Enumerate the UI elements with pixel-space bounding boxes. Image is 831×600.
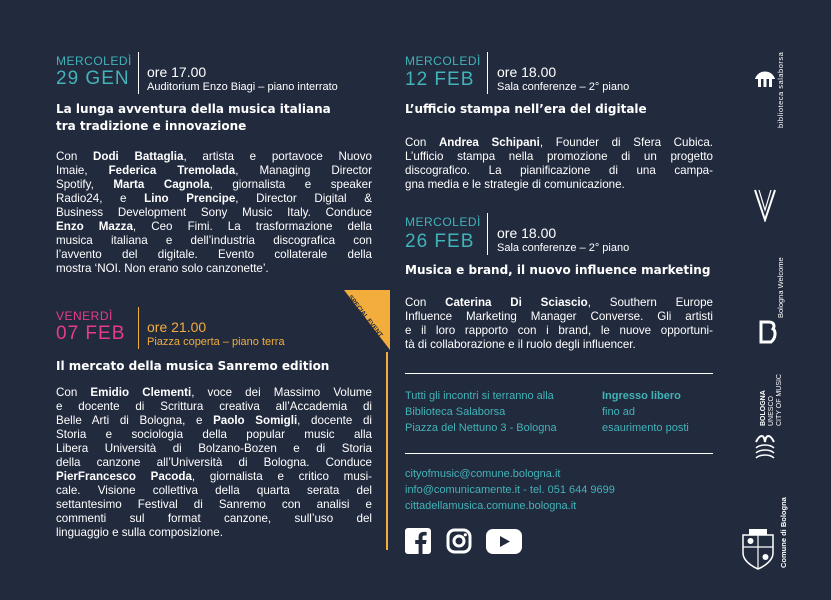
salaborsa-logo-icon <box>754 67 776 89</box>
website-link[interactable]: cittadellamusica.comune.bologna.it <box>405 500 577 512</box>
event-venue: Piazza coperta – piano terra <box>147 336 285 348</box>
event-title: Il mercato della musica Sanremo edition <box>56 359 330 373</box>
special-event-label: SPECIAL EVENT <box>346 294 384 339</box>
event-date: 12 FEB <box>405 69 475 90</box>
event-date: 07 FEB <box>56 323 126 344</box>
bologna-welcome-logo-text: Bologna Welcome <box>776 257 785 318</box>
special-event-bar <box>386 352 388 550</box>
unesco-logo-text: BOLOGNA UNESCO CITY OF MUSIC <box>760 374 783 426</box>
event-description: Con Andrea Schipani, Founder di Sfera Cubica. L’ufficio stampa nella promozione di un progetto discografico. La pianificazione di una campa- gna media e le strategie di comunicazione. <box>405 136 713 191</box>
location-info: Tutti gli incontri si terranno alla Biblioteca Salaborsa Piazza del Nettuno 3 - Bologna <box>405 390 557 434</box>
event-time: ore 18.00 <box>497 64 557 80</box>
event-time: ore 18.00 <box>497 225 557 241</box>
salaborsa-logo-text: biblioteca salaborsa <box>776 51 785 128</box>
event-description: Con Emidio Clementi, voce dei Massimo Volume e docente di Scrittura creativa all’Accademia di Belle Arti di Bologna, e Paolo Somigli, docente di Storia e sociologia della popular music alla Libera Università di Bolzano-Bozen e di Storia della canzone all’Università di Bologna. Conduce PierFrancesco Pacoda, giornalista e critico musi- cale. Visione collettiva della quarta serata del settantesimo Festival di Sanremo con analisi e commenti sul format canzone, sull’uso del linguaggio e sulla composizione. <box>56 386 373 539</box>
email-link[interactable]: cityofmusic@comune.bologna.it <box>405 468 561 480</box>
event-day: MERCOLEDÌ <box>405 215 481 229</box>
event-day: VENERDÌ <box>56 309 113 323</box>
contacts <box>405 466 615 514</box>
event-venue: Sala conferenze – 2° piano <box>497 242 630 254</box>
comune-di-bologna-text: Comune di Bologna <box>779 497 788 568</box>
event-date: 26 FEB <box>405 231 475 252</box>
event-day: MERCOLEDÌ <box>405 54 481 68</box>
instagram-icon[interactable] <box>446 528 472 554</box>
event-title: Musica e brand, il nuovo influence marketing <box>405 263 711 277</box>
divider <box>405 453 713 454</box>
event-description: Con Dodi Battaglia, artista e portavoce Nuovo Imaie, Federica Tremolada, Managing Director Spotify, Marta Cagnola, giornalista e speaker Radio24, e Lino Prencipe, Director Digital & Business Development Sony Music Italy. Conduce Enzo Mazza, Ceo Fimi. La trasformazione della musica italiana e dell’industria discografica con l’avvento del digitale. Evento collaterale della mostra ‘NOI. Non erano solo canzonette’. <box>56 150 372 275</box>
comune-di-bologna-crest-icon <box>739 527 777 571</box>
event-time: ore 21.00 <box>147 319 207 335</box>
event-time: ore 17.00 <box>147 64 207 80</box>
youtube-icon[interactable] <box>486 529 522 554</box>
event-day: MERCOLEDÌ <box>56 54 132 68</box>
city-of-music-logo-caption <box>774 194 778 232</box>
entry-title: Ingresso libero <box>602 390 681 402</box>
facebook-icon[interactable] <box>405 528 431 554</box>
event-venue: Sala conferenze – 2° piano <box>497 81 630 93</box>
event-description: Con Caterina Di Sciascio, Southern Europe Influence Marketing Manager Converse. Gli artisti e il loro rapporto con i brand, le nuove opportuni- tà di collaborazione e il ruolo degli influencer. <box>405 296 713 351</box>
event-title: L’ufficio stampa nell’era del digitale <box>405 102 647 116</box>
contact-email-phone[interactable]: info@comunicamente.it - tel. 051 644 9699 <box>405 484 615 496</box>
unesco-city-of-music-logo-icon <box>754 432 776 460</box>
entry-info: fino ad esaurimento posti <box>602 406 689 434</box>
divider <box>405 373 713 374</box>
event-venue: Auditorium Enzo Biagi – piano interrato <box>147 81 338 93</box>
bologna-welcome-logo-icon <box>759 320 777 344</box>
event-title: La lunga avventura della musica italiana tra tradizione e innovazione <box>56 102 331 133</box>
event-date: 29 GEN <box>56 68 130 89</box>
